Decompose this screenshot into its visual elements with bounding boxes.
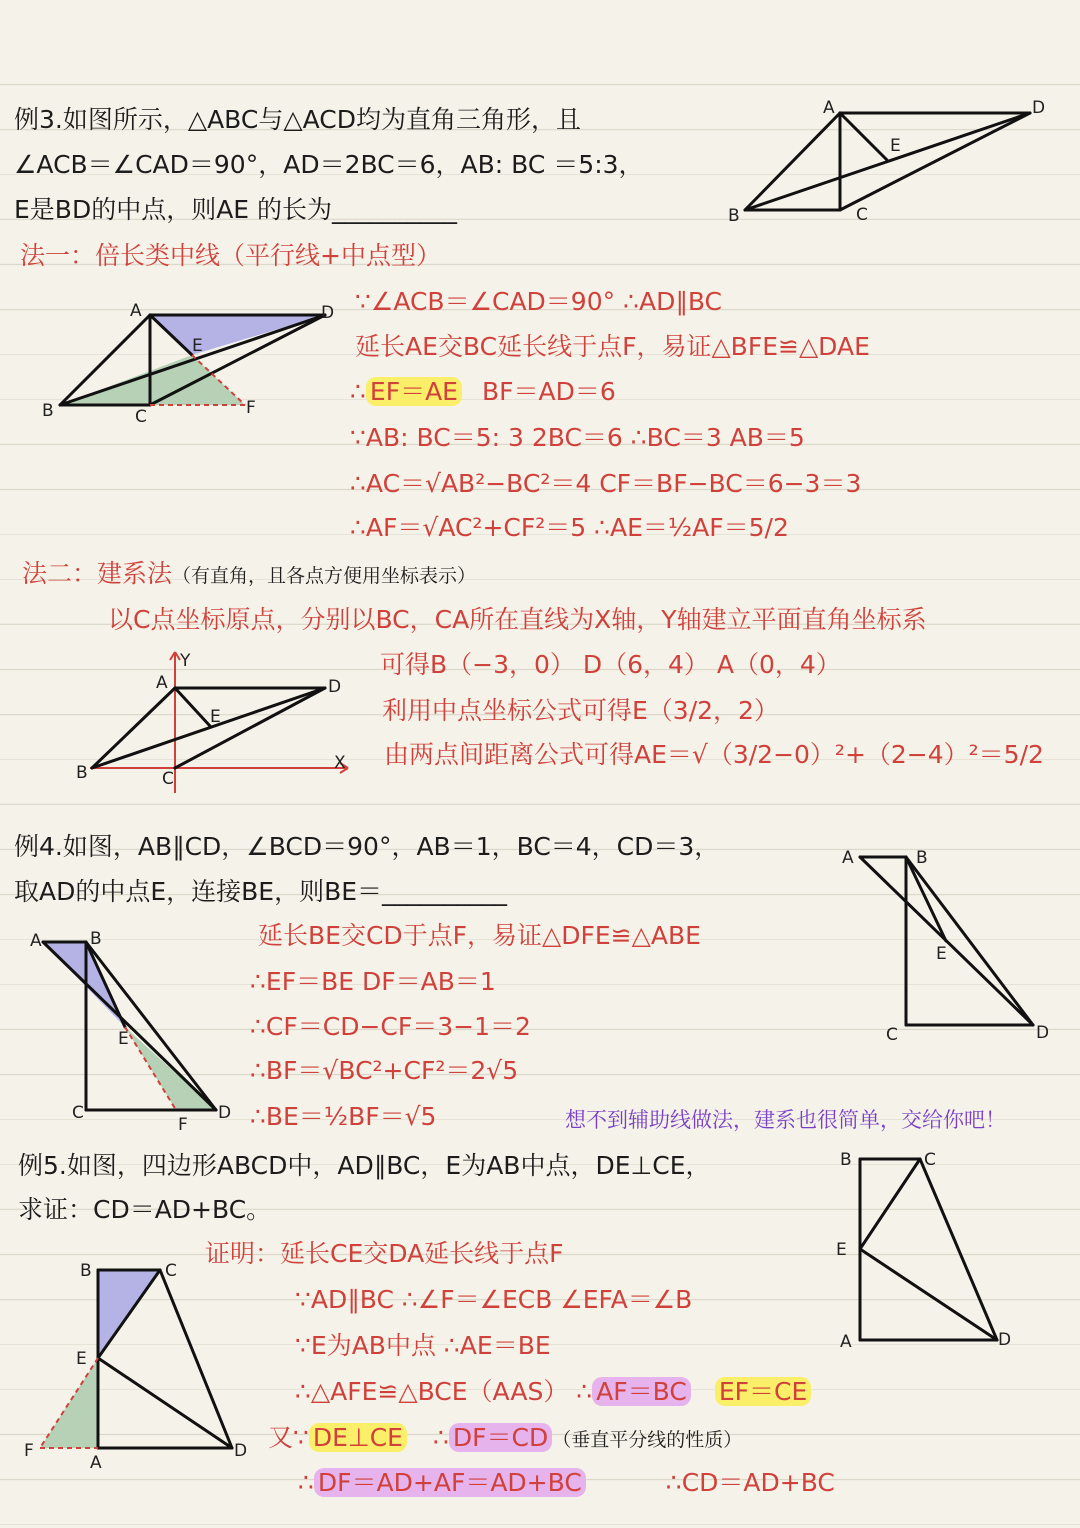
m1-line6: ∴AF＝√AC²+CF²＝5 ∴AE＝½AF＝5/2: [350, 513, 789, 542]
m2-label-y: Y: [180, 651, 191, 671]
ex5-proof6-pre: ∴: [298, 1468, 314, 1497]
ex4s-label-a: A: [30, 931, 42, 951]
ex5-label-d: D: [998, 1330, 1012, 1350]
m1-line3: [350, 378, 616, 407]
ex5-proof5-mid: ∴: [432, 1423, 449, 1452]
m1-line4: ∵AB: BC＝5: 3 2BC＝6 ∴BC＝3 AB＝5: [350, 423, 805, 452]
ex5-proof5-highlight2: DF＝CD: [449, 1423, 552, 1452]
ex5s-label-a: A: [90, 1453, 102, 1473]
m1-label-a: A: [130, 301, 142, 321]
ex4-step5: ∴BE＝½BF＝√5: [250, 1102, 437, 1131]
ex4s-label-c: C: [72, 1103, 84, 1123]
m1-line3-prefix: ∴: [350, 377, 366, 406]
ex4s-label-d: D: [218, 1103, 232, 1123]
ex4-line1: 例4.如图，AB∥CD，∠BCD＝90°，AB＝1，BC＝4，CD＝3，: [14, 832, 720, 861]
ex4-tip: 想不到辅助线做法，建系也很简单，交给你吧！: [565, 1108, 1006, 1132]
fig-label-a: A: [823, 98, 835, 118]
method1-title: 法一：倍长类中线（平行线+中点型）: [20, 241, 441, 270]
ex5-solution-figure: [20, 1258, 255, 1473]
m2-label-c: C: [162, 769, 174, 789]
ex3-method1-figure: [40, 300, 340, 425]
m1-label-f: F: [246, 398, 256, 418]
ex5s-label-d: D: [234, 1441, 248, 1461]
ex4-label-c: C: [886, 1025, 898, 1045]
ex5-proof5-highlight1: DE⊥CE: [309, 1423, 407, 1452]
m1-label-c: C: [135, 407, 147, 427]
ex5-proof4: [295, 1378, 811, 1407]
method2-note: （有直角，且各点方便用坐标表示）: [172, 565, 477, 587]
ex4-line2: 取AD的中点E，连接BE，则BE＝__________: [14, 877, 508, 906]
ex4s-label-b: B: [90, 929, 102, 949]
m1-line5: ∴AC＝√AB²−BC²＝4 CF＝BF−BC＝6−3＝3: [350, 469, 862, 498]
ex5-proof2: ∵AD∥BC ∴∠F＝∠ECB ∠EFA＝∠B: [295, 1285, 693, 1314]
ex5-proof4-main: ∴△AFE≌△BCE（AAS） ∴: [295, 1377, 593, 1406]
ex4-label-d: D: [1036, 1023, 1050, 1043]
ex5-label-b: B: [840, 1150, 852, 1170]
fig-label-c: C: [856, 205, 868, 225]
ex5-line2: 求证：CD＝AD+BC。: [18, 1195, 272, 1224]
fig-label-d: D: [1032, 98, 1046, 118]
m1-label-e: E: [192, 336, 203, 356]
ex3-figure: [720, 95, 1050, 225]
ex3-line3: E是BD的中点，则AE 的长为__________: [14, 195, 458, 224]
ex5-proof6-highlight: DF＝AD+AF＝AD+BC: [314, 1468, 586, 1497]
m2-label-x: X: [334, 753, 346, 773]
m2-line4: 由两点间距离公式可得AE＝√（3/2−0）²+（2−4）²＝5/2: [384, 740, 1044, 769]
m2-line1: 以C点坐标原点，分别以BC，CA所在直线为X轴，Y轴建立平面直角坐标系: [108, 605, 927, 634]
m2-line2: 可得B（−3，0） D（6，4） A（0，4）: [380, 650, 841, 679]
ex4s-label-e: E: [118, 1029, 129, 1049]
fig-label-b: B: [728, 206, 740, 226]
method2-heading: [22, 560, 476, 589]
ex5-label-e: E: [836, 1240, 847, 1260]
ex4-step2: ∴EF＝BE DF＝AB＝1: [250, 967, 496, 996]
ex3-line2: ∠ACB＝∠CAD＝90°，AD＝2BC＝6，AB: BC ＝5:3，: [14, 150, 644, 179]
ex5s-label-f: F: [24, 1441, 34, 1461]
ex5-proof1: 证明：延长CE交DA延长线于点F: [205, 1239, 564, 1268]
ex5-proof4-highlight1: AF＝BC: [592, 1377, 691, 1406]
ex5-proof5: [268, 1424, 742, 1453]
ex4-step3: ∴CF＝CD−CF＝3−1＝2: [250, 1012, 531, 1041]
m2-label-d: D: [328, 677, 342, 697]
ex5-label-c: C: [924, 1150, 936, 1170]
ex3-line1: 例3.如图所示，△ABC与△ACD均为直角三角形，且: [14, 105, 581, 134]
ex5s-label-c: C: [165, 1261, 177, 1281]
fig-label-e: E: [890, 136, 901, 156]
method2-title: 法二：建系法: [22, 559, 173, 588]
ex4s-label-f: F: [178, 1115, 188, 1135]
m2-label-a: A: [156, 673, 168, 693]
m1-line3-highlight: EF＝AE: [366, 377, 462, 406]
ex3-method2-figure: [70, 648, 360, 798]
ex5-figure: [832, 1145, 1022, 1355]
ex5s-label-e: E: [76, 1349, 87, 1369]
m1-line3-rest: BF＝AD＝6: [481, 377, 616, 406]
ex5-proof5-note: （垂直平分线的性质）: [552, 1429, 743, 1451]
ex5-proof6: [298, 1469, 835, 1498]
m1-label-d: D: [321, 303, 335, 323]
ex5-proof4-highlight2: EF＝CE: [715, 1377, 811, 1406]
ex4-label-e: E: [936, 944, 947, 964]
m1-label-b: B: [42, 401, 54, 421]
m1-line1: ∵∠ACB＝∠CAD＝90° ∴AD∥BC: [355, 287, 722, 316]
ex4-label-a: A: [842, 848, 854, 868]
m1-line2: 延长AE交BC延长线于点F，易证△BFE≌△DAE: [355, 332, 870, 361]
ex4-step1: 延长BE交CD于点F，易证△DFE≌△ABE: [258, 921, 701, 950]
ex5-proof5-pre: 又∵: [268, 1423, 309, 1452]
ex5s-label-b: B: [80, 1261, 92, 1281]
ex4-step4: ∴BF＝√BC²+CF²＝2√5: [250, 1056, 519, 1085]
ex5-label-a: A: [840, 1332, 852, 1352]
m2-label-e: E: [210, 707, 221, 727]
m2-label-b: B: [76, 763, 88, 783]
ex4-solution-figure: [28, 930, 238, 1135]
ex4-figure: [838, 845, 1058, 1045]
ex5-line1: 例5.如图，四边形ABCD中，AD∥BC，E为AB中点，DE⊥CE，: [18, 1151, 711, 1180]
m2-line3: 利用中点坐标公式可得E（3/2，2）: [382, 696, 779, 725]
ex4-label-b: B: [916, 848, 928, 868]
ex5-proof3: ∵E为AB中点 ∴AE＝BE: [295, 1331, 551, 1360]
ex5-proof6-rest: ∴CD＝AD+BC: [665, 1468, 835, 1497]
